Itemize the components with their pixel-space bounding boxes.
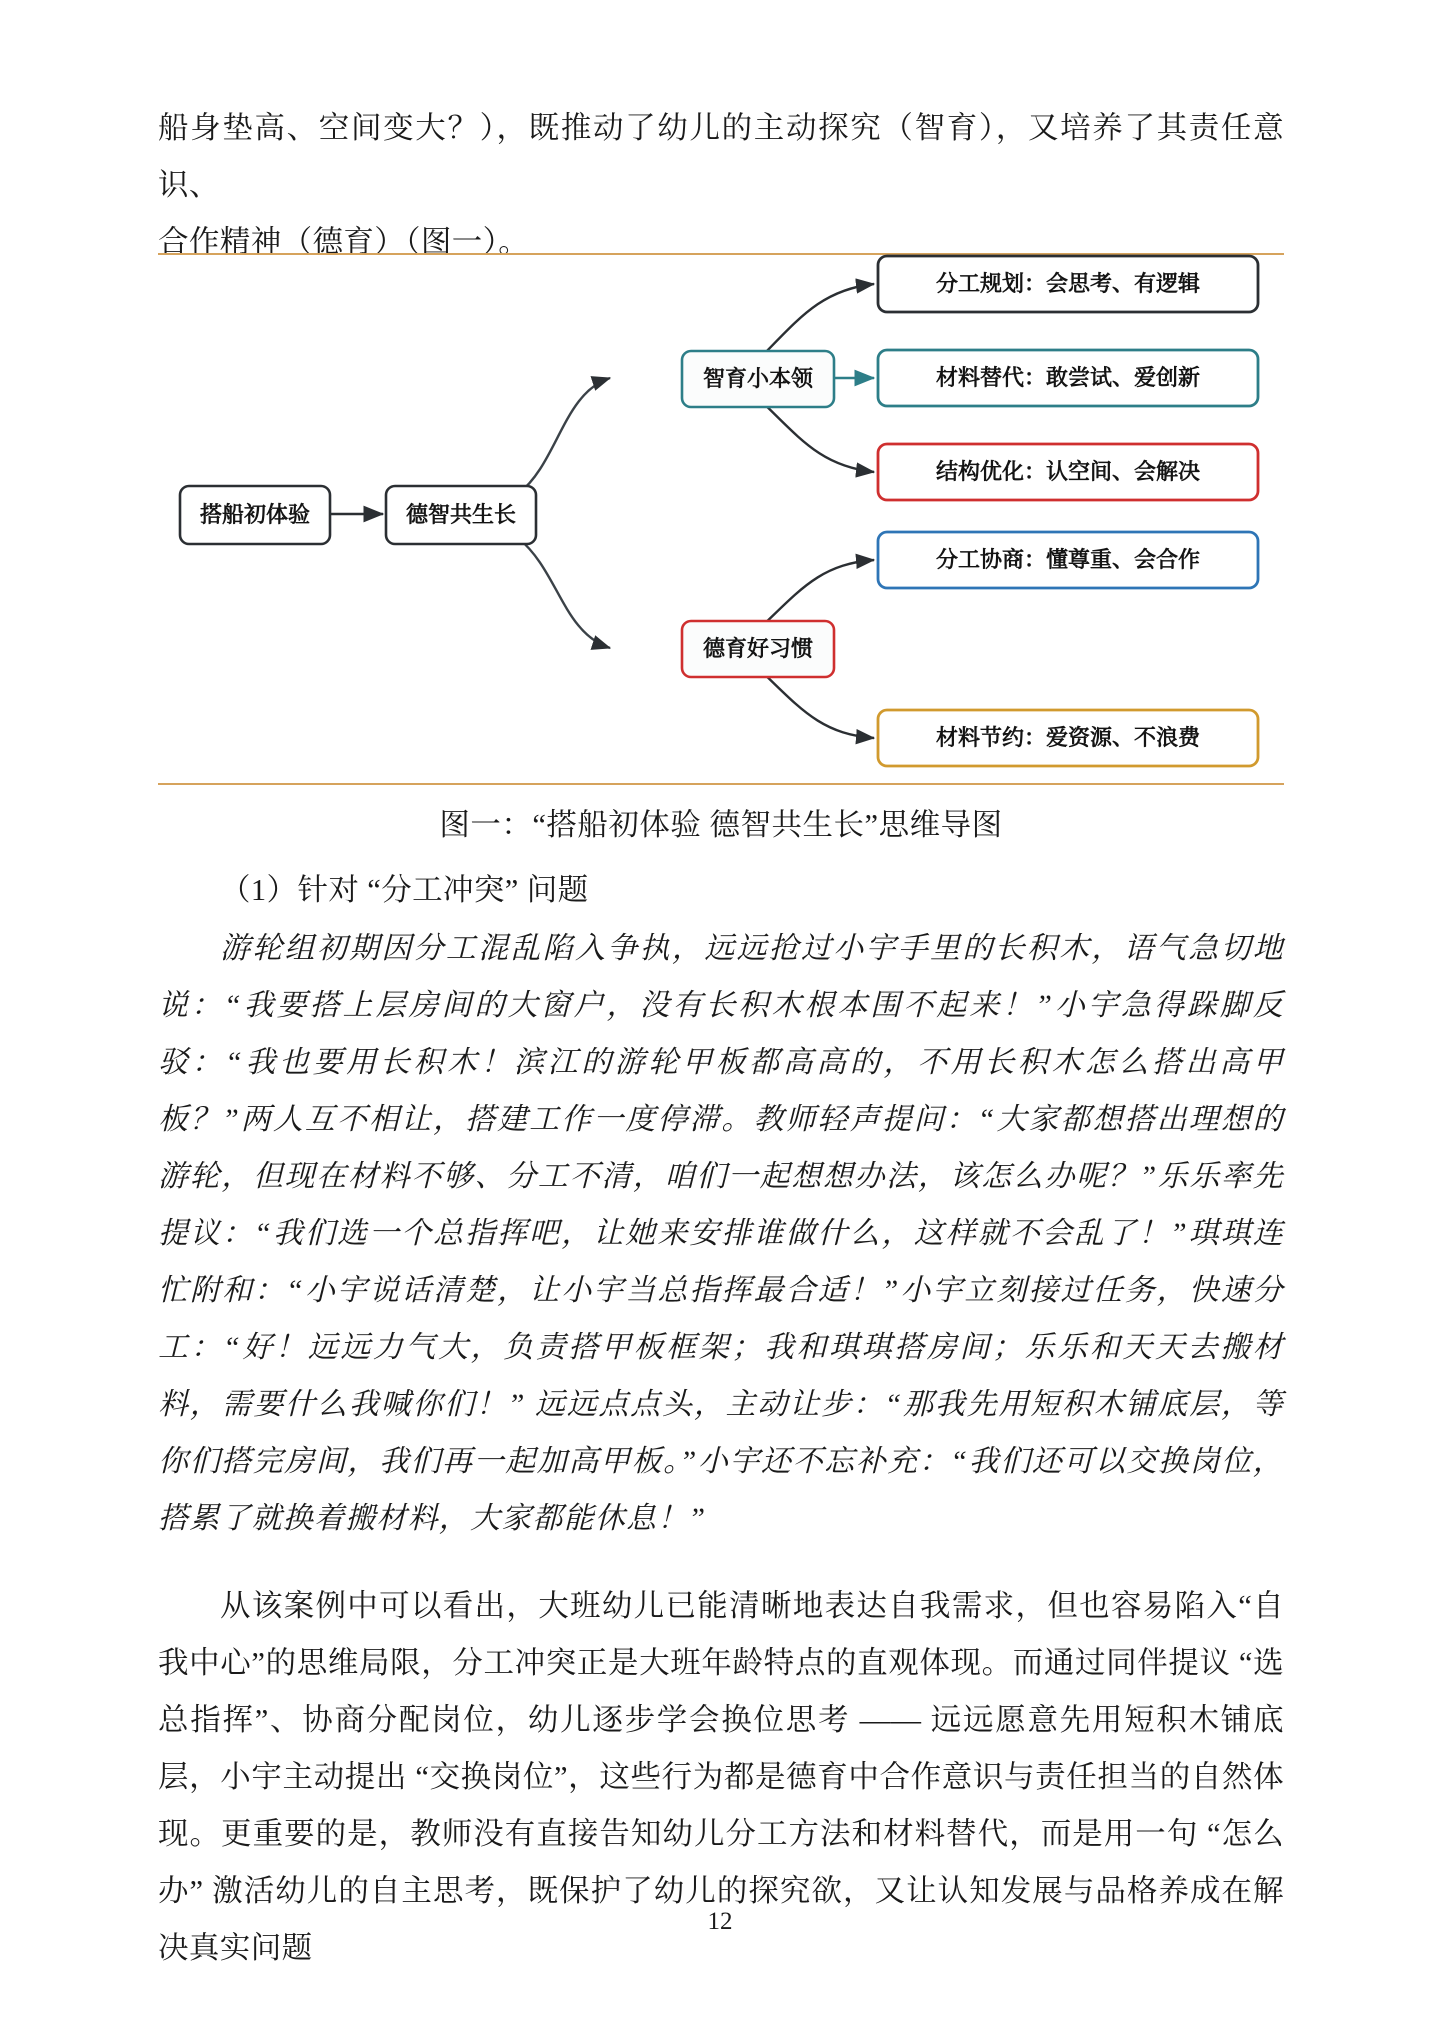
page-number: 12 xyxy=(707,1908,733,1935)
node-leaf-negotiate xyxy=(878,532,1258,588)
node-root xyxy=(180,486,330,544)
node-leaf-material-saving xyxy=(878,710,1258,766)
case-paragraph: 游轮组初期因分工混乱陷入争执，远远抢过小宇手里的长积木，语气急切地说：“我要搭上层房间的大窗户，没有长积木根本围不起来！”小宇急得跺脚反驳：“我也要用长积木！滨江的游轮甲板都高高的，不用长积木怎么搭出高甲板？”两人互不相让，搭建工作一度停滞。教师轻声提问：“大家都想搭出理想的游轮，但现在材料不够、分工不清，咱们一起想想办法，该怎么办呢？”乐乐率先提议：“我们选一个总指挥吧，让她来安排谁做什么，这样就不会乱了！”琪琪连忙附和：“小宇说话清楚，让小宇当总指挥最合适！”小宇立刻接过任务，快速分工：“好！远远力气大，负责搭甲板框架；我和琪琪搭房间；乐乐和天天去搬材料，需要什么我喊你们！” 远远点点头，主动让步：“那我先用短积木铺底层，等你们搭完房间，我们再一起加高甲板。”小宇还不忘补充：“我们还可以交换岗位，搭累了就换着搬材料，大家都能休息！” xyxy=(158,932,1284,1535)
figure-caption: 图一：“搭船初体验 德智共生长”思维导图 xyxy=(439,808,1003,842)
node-stage2 xyxy=(386,486,536,544)
edge-moral-to-negotiate xyxy=(758,560,874,630)
node-leaf-planning-label: 分工规划：会思考、有逻辑 xyxy=(935,270,1201,296)
edge-intellectual-to-planning xyxy=(758,284,874,360)
node-leaf-structure xyxy=(878,444,1258,500)
top-text-line-2: 合作精神（德育）（图一）。 xyxy=(158,225,530,259)
node-leaf-structure-label: 结构优化：认空间、会解决 xyxy=(935,458,1201,484)
edge-moral-to-material-save xyxy=(758,668,874,738)
node-stage2-label: 德智共生长 xyxy=(405,501,517,527)
case-paragraph-block xyxy=(158,920,1284,1547)
top-text-line-1: 船身垫高、空间变大？），既推动了幼儿的主动探究（智育），又培养了其责任意识、 xyxy=(158,111,1284,202)
figure-mindmap xyxy=(158,248,1284,788)
node-branch-intellectual-label: 智育小本领 xyxy=(702,365,814,391)
analysis-paragraph: 从该案例中可以看出，大班幼儿已能清晰地表达自我需求，但也容易陷入“自我中心”的思维局限，分工冲突正是大班年龄特点的直观体现。而通过同伴提议 “选总指挥”、协商分配岗位，幼儿逐步学会换位思考 —— 远远愿意先用短积木铺底层，小宇主动提出 “交换岗位”，这些行为都是德育中合作意识与责任担当的自然体现。更重要的是，教师没有直接告知幼儿分工方法和材料替代，而是用一句 “怎么办” 激活幼儿的自主思考，既保护了幼儿的探究欲，又让认知发展与品格养成在解决真实问题 xyxy=(158,1589,1284,1965)
node-branch-intellectual xyxy=(682,351,834,407)
node-leaf-material-saving-label: 材料节约：爱资源、不浪费 xyxy=(935,724,1201,750)
edge-intellectual-to-structure xyxy=(758,398,874,472)
edge-stage2-to-intellectual xyxy=(518,378,610,494)
node-leaf-planning xyxy=(878,256,1258,312)
node-branch-moral xyxy=(682,621,834,677)
node-leaf-negotiate-label: 分工协商：懂尊重、会合作 xyxy=(935,546,1201,572)
node-branch-moral-label: 德育好习惯 xyxy=(702,635,814,661)
edge-stage2-to-moral xyxy=(518,538,610,648)
node-leaf-material-substitution-label: 材料替代：敢尝试、爱创新 xyxy=(935,364,1201,390)
node-leaf-material-substitution xyxy=(878,350,1258,406)
section-heading-1: （1）针对 “分工冲突” 问题 xyxy=(220,873,589,907)
section-heading-block xyxy=(158,862,1284,919)
node-root-label: 搭船初体验 xyxy=(199,501,311,527)
top-text-block xyxy=(158,100,1284,271)
